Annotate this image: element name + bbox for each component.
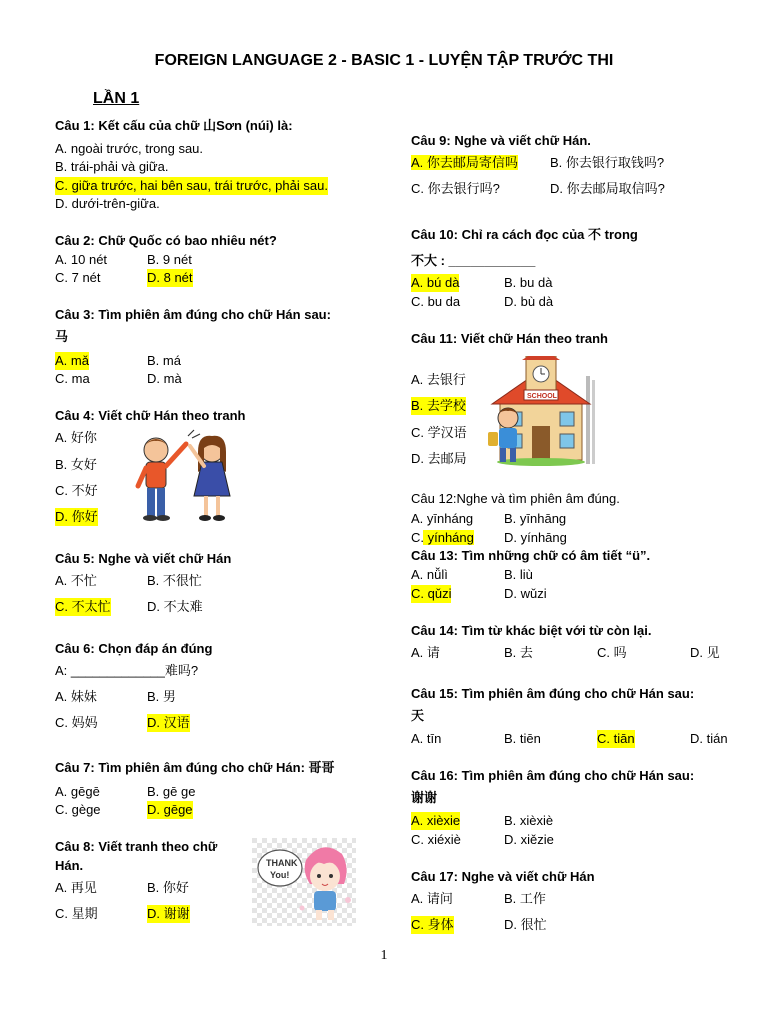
q13-option-d[interactable]: D. wǔzi	[504, 586, 547, 601]
q5-option-d[interactable]: D. 不太难	[147, 599, 203, 614]
q14-option-c[interactable]: C. 吗	[597, 645, 627, 660]
q6-option-d[interactable]: D. 汉语	[147, 715, 190, 730]
q4-option-d[interactable]: D. 你好	[55, 509, 98, 524]
greeting-kids-illustration	[128, 428, 240, 524]
question-2: Câu 2: Chữ Quốc có bao nhiêu nét?	[55, 233, 277, 248]
question-7: Câu 7: Tìm phiên âm đúng cho chữ Hán: 哥哥	[55, 760, 335, 775]
q9-option-c[interactable]: C. 你去银行吗?	[411, 181, 500, 196]
q10-option-d[interactable]: D. bù dà	[504, 294, 554, 309]
q17-option-a[interactable]: A. 请问	[411, 891, 453, 906]
question-5: Câu 5: Nghe và viết chữ Hán	[55, 551, 232, 566]
q7-option-c[interactable]: C. gège	[55, 802, 101, 817]
question-6-sentence: A: _____________难吗?	[55, 663, 199, 678]
q14-option-b[interactable]: B. 去	[504, 645, 533, 660]
q11-option-a[interactable]: A. 去银行	[411, 372, 466, 387]
question-11: Câu 11: Viết chữ Hán theo tranh	[411, 331, 608, 346]
question-15: Câu 15: Tìm phiên âm đúng cho chữ Hán sau:	[411, 686, 695, 701]
q12-option-a[interactable]: A. yīnháng	[411, 511, 474, 526]
q6-option-a[interactable]: A. 妹妹	[55, 689, 97, 704]
q15-option-b[interactable]: B. tiēn	[504, 731, 541, 746]
q1-option-a[interactable]: A. ngoài trước, trong sau.	[55, 141, 204, 156]
q14-option-a[interactable]: A. 请	[411, 645, 440, 660]
q4-option-b[interactable]: B. 女好	[55, 457, 97, 472]
q9-option-d[interactable]: D. 你去邮局取信吗?	[550, 181, 665, 196]
q4-option-a[interactable]: A. 好你	[55, 430, 97, 445]
q17-option-c[interactable]: C. 身体	[411, 917, 454, 932]
q16-option-d[interactable]: D. xiězie	[504, 832, 554, 847]
q13-option-a[interactable]: A. nǚlì	[411, 567, 448, 582]
q2-option-b[interactable]: B. 9 nét	[147, 252, 192, 267]
q3-option-b[interactable]: B. má	[147, 353, 181, 368]
q15-option-a[interactable]: A. tīn	[411, 731, 442, 746]
q4-option-c[interactable]: C. 不好	[55, 483, 98, 498]
q11-option-c[interactable]: C. 学汉语	[411, 425, 467, 440]
q5-option-c[interactable]: C. 不太忙	[55, 599, 111, 614]
you-text: You!	[270, 870, 290, 880]
q8-option-d[interactable]: D. 谢谢	[147, 906, 190, 921]
q2-option-a[interactable]: A. 10 nét	[55, 252, 108, 267]
q2-option-d[interactable]: D. 8 nét	[147, 270, 193, 285]
q14-option-d[interactable]: D. 见	[690, 645, 720, 660]
q3-option-d[interactable]: D. mà	[147, 371, 182, 386]
question-10-blank: 不大 : ____________	[411, 253, 536, 268]
question-14: Câu 14: Tìm từ khác biệt với từ còn lại.	[411, 623, 652, 638]
q1-option-d[interactable]: D. dưới-trên-giữa.	[55, 196, 160, 211]
page-title: FOREIGN LANGUAGE 2 - BASIC 1 - LUYỆN TẬP TRƯỚC THI	[154, 52, 614, 69]
q1-option-c[interactable]: C. giữa trước, hai bên sau, trái trước, phải sau.	[55, 178, 328, 193]
q3-option-c[interactable]: C. ma	[55, 371, 90, 386]
q16-option-c[interactable]: C. xiéxiè	[411, 832, 461, 847]
q10-option-b[interactable]: B. bu dà	[504, 275, 553, 290]
question-16: Câu 16: Tìm phiên âm đúng cho chữ Hán sau:	[411, 768, 695, 783]
question-6: Câu 6: Chọn đáp án đúng	[55, 641, 213, 656]
question-16-character: 谢谢	[411, 790, 438, 805]
q9-option-a[interactable]: A. 你去邮局寄信吗	[411, 155, 518, 170]
q16-option-a[interactable]: A. xièxie	[411, 813, 461, 828]
q7-option-a[interactable]: A. gēgē	[55, 784, 100, 799]
q10-option-c[interactable]: C. bu da	[411, 294, 461, 309]
q13-option-b[interactable]: B. liù	[504, 567, 533, 582]
question-4: Câu 4: Viết chữ Hán theo tranh	[55, 408, 246, 423]
q9-option-b[interactable]: B. 你去银行取钱吗?	[550, 155, 665, 170]
q7-option-d[interactable]: D. gēge	[147, 802, 193, 817]
section-heading: LẦN 1	[93, 90, 140, 107]
q12-option-c-label[interactable]	[411, 529, 474, 547]
q8-option-c[interactable]: C. 星期	[55, 906, 98, 921]
question-12: Câu 12:Nghe và tìm phiên âm đúng.	[411, 491, 620, 506]
q17-option-d[interactable]: D. 很忙	[504, 917, 547, 932]
q1-option-b[interactable]: B. trái-phải và giữa.	[55, 159, 169, 174]
q15-option-d[interactable]: D. tián	[690, 731, 728, 746]
q11-option-b[interactable]: B. 去学校	[411, 398, 466, 413]
q11-option-d[interactable]: D. 去邮局	[411, 451, 467, 466]
question-9: Câu 9: Nghe và viết chữ Hán.	[411, 133, 591, 148]
question-17: Câu 17: Nghe và viết chữ Hán	[411, 869, 595, 884]
q7-option-b[interactable]: B. gē ge	[147, 784, 196, 799]
q12-option-d[interactable]: D. yínhāng	[504, 530, 567, 545]
question-13: Câu 13: Tìm những chữ có âm tiết “ü”.	[411, 548, 651, 563]
q12-option-c[interactable]: C. yínháng	[411, 530, 474, 545]
question-8-line2: Hán.	[55, 858, 84, 873]
question-10: Câu 10: Chỉ ra cách đọc của 不 trong	[411, 227, 638, 242]
school-illustration	[478, 356, 602, 468]
thank-text: THANK	[266, 858, 298, 868]
q10-option-a[interactable]: A. bú dà	[411, 275, 460, 290]
question-3-character: 马	[55, 329, 69, 344]
school-sign: SCHOOL	[527, 393, 557, 400]
q8-option-a[interactable]: A. 再见	[55, 880, 97, 895]
question-15-character: 天	[411, 708, 425, 723]
q5-option-a[interactable]: A. 不忙	[55, 573, 97, 588]
q6-option-b[interactable]: B. 男	[147, 689, 176, 704]
q12-option-b[interactable]: B. yīnhāng	[504, 511, 567, 526]
question-3: Câu 3: Tìm phiên âm đúng cho chữ Hán sau:	[55, 307, 331, 322]
q8-option-b[interactable]: B. 你好	[147, 880, 189, 895]
q17-option-b[interactable]: B. 工作	[504, 891, 546, 906]
q13-option-c[interactable]: C. qǔzi	[411, 586, 452, 601]
thank-you-illustration	[252, 838, 356, 926]
q9-option-a-label[interactable]	[411, 154, 518, 172]
q15-option-c[interactable]: C. tiān	[597, 731, 635, 746]
question-1: Câu 1: Kết cấu của chữ 山Sơn (núi) là:	[55, 118, 293, 133]
q16-option-b[interactable]: B. xièxiè	[504, 813, 554, 828]
question-8: Câu 8: Viết tranh theo chữ	[55, 839, 218, 854]
q3-option-a[interactable]: A. mǎ	[55, 353, 89, 368]
page-number: 1	[380, 948, 388, 963]
q2-option-c[interactable]: C. 7 nét	[55, 270, 101, 285]
q6-option-c[interactable]: C. 妈妈	[55, 715, 98, 730]
q5-option-b[interactable]: B. 不很忙	[147, 573, 202, 588]
